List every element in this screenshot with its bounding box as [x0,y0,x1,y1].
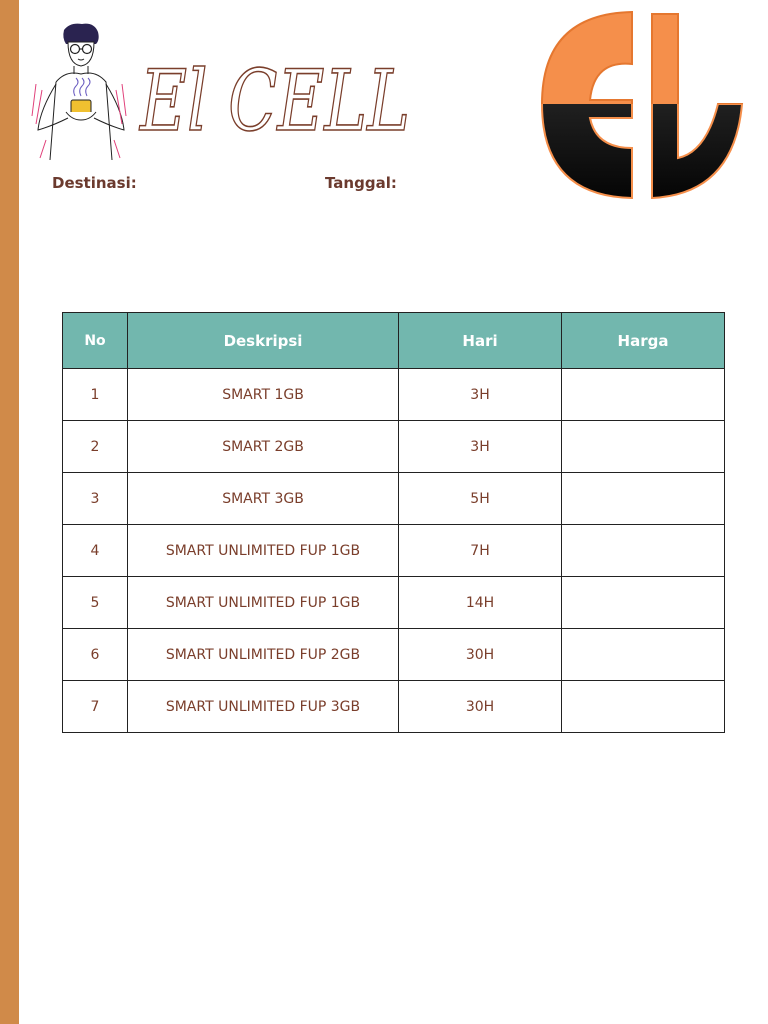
cell-deskripsi: SMART UNLIMITED FUP 2GB [128,629,399,681]
cell-no: 3 [63,473,128,525]
cell-harga [562,473,725,525]
el-logo [538,8,744,202]
cell-no: 1 [63,369,128,421]
cell-hari: 14H [399,577,562,629]
cell-harga [562,577,725,629]
table-row [63,473,725,525]
price-table [62,312,725,733]
cell-no: 6 [63,629,128,681]
cell-deskripsi: SMART UNLIMITED FUP 1GB [128,525,399,577]
header-hari: Hari [399,313,562,369]
table-row [63,577,725,629]
side-accent-bar [0,0,19,1024]
cell-hari: 3H [399,369,562,421]
cell-no: 4 [63,525,128,577]
cell-deskripsi: SMART 1GB [128,369,399,421]
cell-harga [562,629,725,681]
table-row [63,681,725,733]
brand-name: El CELL [138,52,410,150]
cell-no: 7 [63,681,128,733]
cell-harga [562,421,725,473]
logo-letter-e [542,12,632,198]
table-row [63,525,725,577]
date-label: Tanggal: [325,174,397,192]
header-deskripsi: Deskripsi [128,313,399,369]
header-harga: Harga [562,313,725,369]
table-header-row [63,313,725,369]
mascot-illustration [26,20,132,162]
cell-harga [562,525,725,577]
cell-hari: 7H [399,525,562,577]
brand-wordmark [138,42,418,150]
logo-letter-l [652,14,742,198]
cell-deskripsi: SMART UNLIMITED FUP 3GB [128,681,399,733]
cell-hari: 5H [399,473,562,525]
cell-hari: 3H [399,421,562,473]
table-row [63,629,725,681]
cell-harga [562,681,725,733]
cell-deskripsi: SMART UNLIMITED FUP 1GB [128,577,399,629]
cell-harga [562,369,725,421]
table-row [63,369,725,421]
cell-no: 2 [63,421,128,473]
table-row [63,421,725,473]
cell-no: 5 [63,577,128,629]
cell-hari: 30H [399,629,562,681]
header-no: No [63,313,128,369]
cell-deskripsi: SMART 3GB [128,473,399,525]
cell-hari: 30H [399,681,562,733]
cell-deskripsi: SMART 2GB [128,421,399,473]
destination-label: Destinasi: [52,174,137,192]
